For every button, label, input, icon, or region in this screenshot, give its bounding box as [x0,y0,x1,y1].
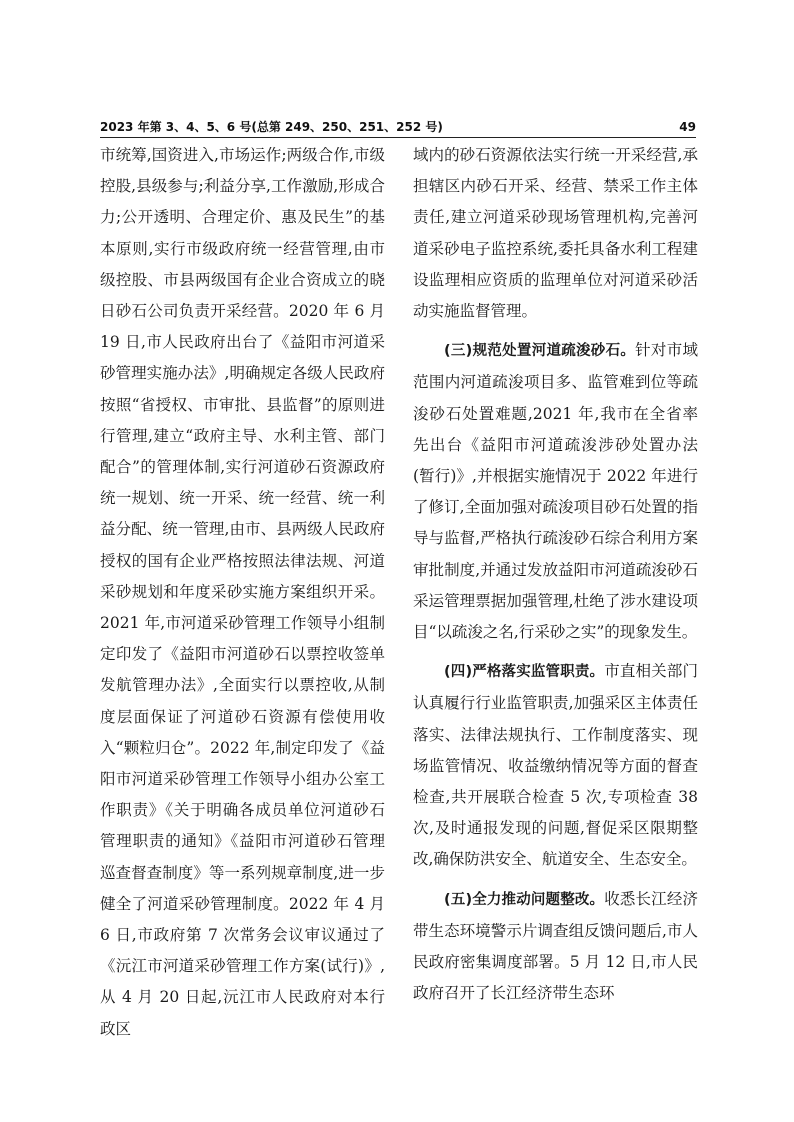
section-heading: (四)严格落实监管职责。 [444,664,605,681]
section-body: 收悉长江经济带生态环境警示片调查组反馈问题后,市人民政府密集调度部署。5 月 12 日,市人民政府召开了长江经济带生态环 [413,889,698,1003]
section-3-paragraph [413,335,698,648]
running-header [100,118,696,136]
page-number: 49 [679,120,696,134]
left-column [100,140,385,1045]
header-rule [100,137,696,138]
section-5-paragraph [413,884,698,1010]
body-paragraph: 市统筹,国资进入,市场运作;两级合作,市级控股,县级参与;利益分享,工作激励,形成合力;公开透明、合理定价、惠及民生”的基本原则,实行市级政府统一经营管理,由市级控股、市县两级国有企业合资成立的晓日砂石公司负责开采经营。2020 年 6 月 19 日,市人民政府出台了《益阳市河道采砂管理实施办法》,明确规定各级人民政府按照“省授权、市审批、县监督”的原则进行管理,建立“政府主导、水利主管、部门配合”的管理体制,实行河道砂石资源政府统一规划、统一开采、统一经营、统一利益分配、统一管理,由市、县两级人民政府授权的国有企业严格按照法律法规、河道采砂规划和年度采砂实施方案组织开采。2021 年,市河道采砂管理工作领导小组制定印发了《益阳市河道砂石以票控收签单发航管理办法》,全面实行以票控收,从制度层面保证了河道砂石资源有偿使用收入“颗粒归仓”。2022 年,制定印发了《益阳市河道采砂管理工作领导小组办公室工作职责》《关于明确各成员单位河道砂石管理职责的通知》《益阳市河道砂石管理巡查督查制度》等一系列规章制度,进一步健全了河道采砂管理制度。2022 年 4 月 6 日,市政府第 7 次常务会议审议通过了《沅江市河道采砂管理工作方案(试行)》,从 4 月 20 日起,沅江市人民政府对本行政区 [100,146,385,1038]
section-heading: (五)全力推动问题整改。 [444,891,605,908]
section-body: 针对市域范围内河道疏浚项目多、监管难到位等疏浚砂石处置难题,2021 年,我市在全省率先出台《益阳市河道疏浚涉砂处置办法(暂行)》,并根据实施情况于 2022 年进行了修订,全面加强对疏浚项目砂石处置的指导与监督,严格执行疏浚砂石综合利用方案审批制度,并通过发放益阳市河道疏浚砂石采运管理票据加强管理,杜绝了涉水建设项目“以疏浚之名,行采砂之实”的现象发生。 [413,341,698,642]
issue-label: 2023 年第 3、4、5、6 号(总第 249、250、251、252 号) [100,120,443,134]
section-heading: (三)规范处置河道疏浚砂石。 [444,343,636,360]
body-paragraph: 域内的砂石资源依法实行统一开采经营,承担辖区内砂石开采、经营、禁采工作主体责任,建立河道采砂现场管理机构,完善河道采砂电子监控系统,委托具备水利工程建设监理相应资质的监理单位对河道采砂活动实施监督管理。 [413,146,698,321]
right-column [413,140,698,1009]
section-4-paragraph [413,656,698,875]
section-body: 市直相关部门认真履行行业监管职责,加强采区主体责任落实、法律法规执行、工作制度落实、现场监管情况、收益缴纳情况等方面的督查检查,共开展联合检查 5 次,专项检查 38 次,及时通报发现的问题,督促采区限期整改,确保防洪安全、航道安全、生态安全。 [413,662,698,869]
